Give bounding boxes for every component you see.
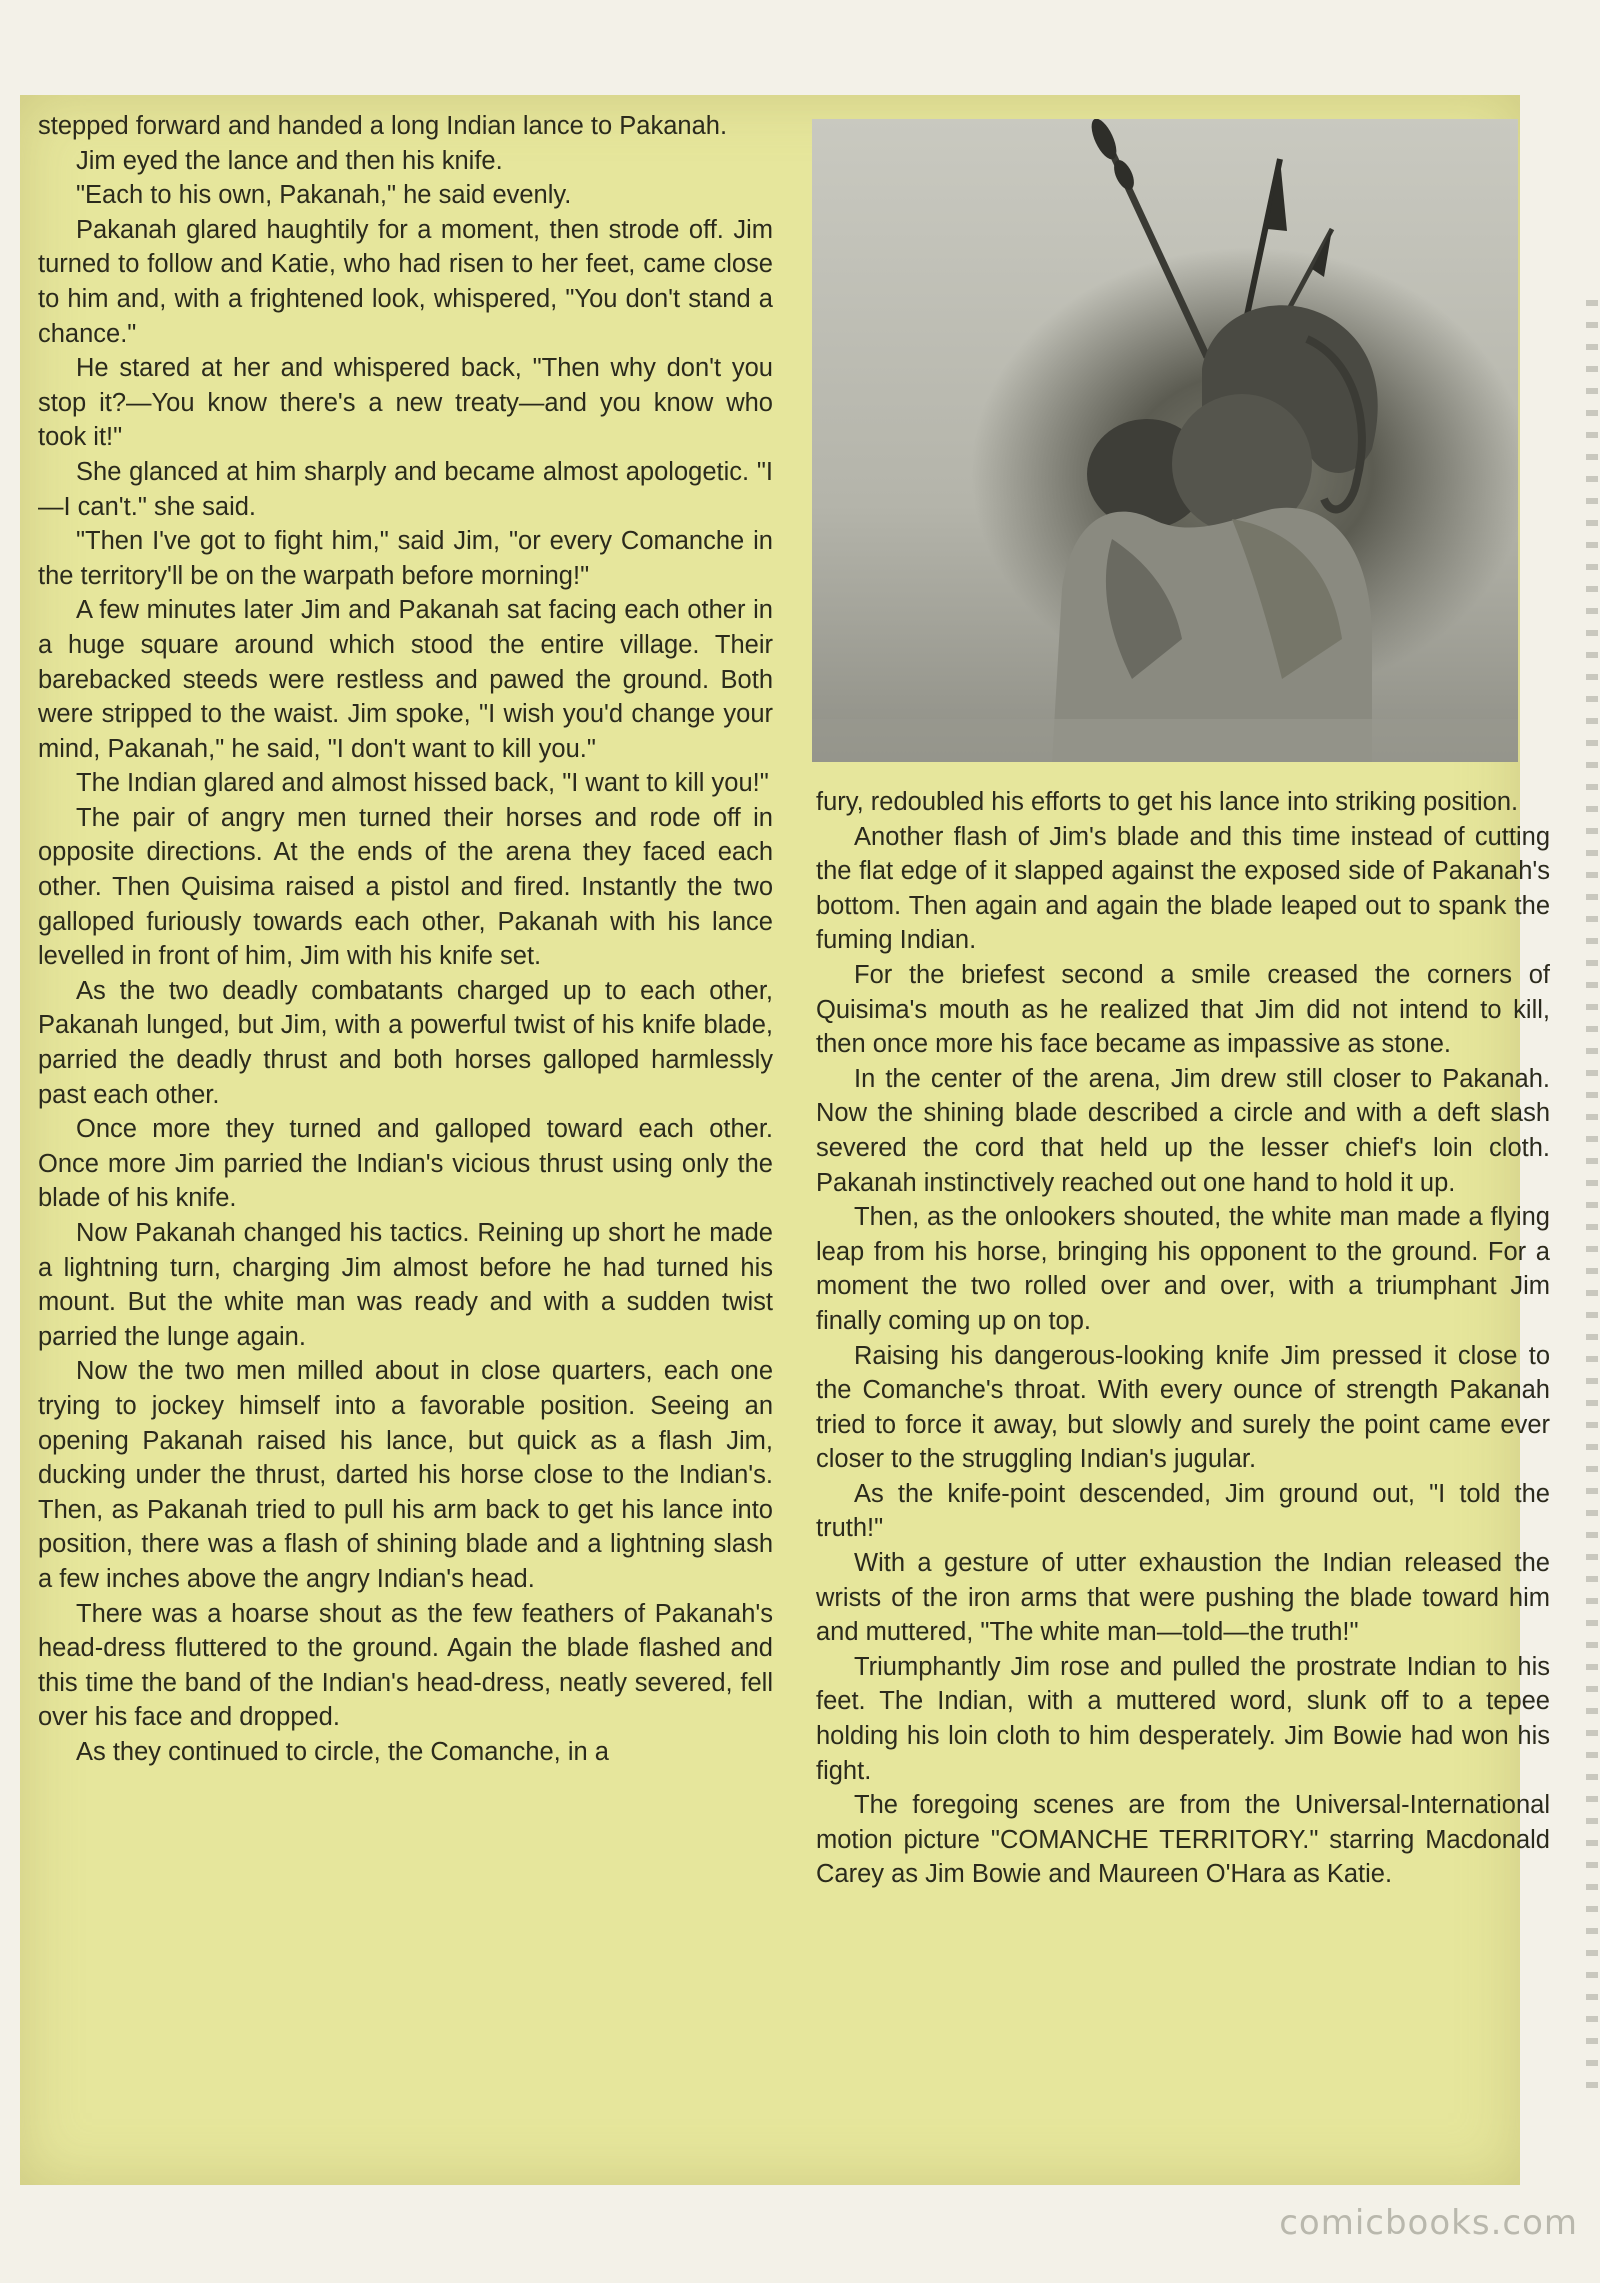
paragraph: There was a hoarse shout as the few feathers of Pakanah's head-dress fluttered to the ground. Again the blade flashed and this time the band of the Indian's head-dress, neatly severed, fell over his face and dropped.	[38, 1599, 773, 1732]
paragraph: Raising his dangerous-looking knife Jim pressed it close to the Comanche's throat. With every ounce of strength Pakanah tried to force it away, but slowly and surely the point came ever closer to the struggling Indian's jugular.	[816, 1341, 1550, 1474]
paragraph: Triumphantly Jim rose and pulled the prostrate Indian to his feet. The Indian, with a muttered word, slunk off to a tepee holding his loin cloth to him desperately. Jim Bowie had won his fight.	[816, 1652, 1550, 1785]
page-edge-marks	[1586, 300, 1598, 2100]
paragraph: "Then I've got to fight him," said Jim, "or every Comanche in the territory'll be on the warpath before morning!"	[38, 527, 773, 590]
paragraph: As they continued to circle, the Comanche, in a	[76, 1737, 609, 1766]
paragraph: Jim eyed the lance and then his knife.	[76, 146, 503, 175]
photo-still	[812, 119, 1518, 762]
paragraph: The foregoing scenes are from the Universal-International motion picture "COMANCHE TERRITORY." starring Macdonald Carey as Jim Bowie and Maureen O'Hara as Katie.	[816, 1791, 1550, 1889]
paragraph: Pakanah glared haughtily for a moment, then strode off. Jim turned to follow and Katie, who had risen to her feet, came close to him and, with a frightened look, whispered, "You don't stand a chance."	[38, 215, 773, 348]
paragraph: stepped forward and handed a long Indian lance to Pakanah.	[38, 112, 728, 140]
paragraph: Now the two men milled about in close quarters, each one trying to jockey himself into a favorable position. Seeing an opening Pakanah raised his lance, but quick as a flash Jim, ducking under the thrust, darted his horse close to the Indian's. Then, as Pakanah tried to pull his arm back to get his lance into position, there was a flash of shining blade and a lightning slash a few inches above the angry Indian's head.	[38, 1357, 773, 1593]
paragraph: "Each to his own, Pakanah," he said evenly.	[76, 181, 572, 210]
right-text-column	[816, 785, 1550, 1892]
paragraph: A few minutes later Jim and Pakanah sat facing each other in a huge square around which stood the entire village. Their barebacked steeds were restless and pawed the ground. Both were stripped to the waist. Jim spoke, "I wish you'd change your mind, Pakanah," he said, "I don't want to kill you."	[38, 596, 773, 763]
paragraph: fury, redoubled his efforts to get his lance into striking position.	[816, 788, 1519, 816]
paragraph: Another flash of Jim's blade and this time instead of cutting the flat edge of it slapped against the exposed side of Pakanah's bottom. Then again and again the blade leaped out to spank the fuming Indian.	[816, 822, 1550, 955]
paragraph: As the two deadly combatants charged up to each other, Pakanah lunged, but Jim, with a powerful twist of his knife blade, parried the deadly thrust and both horses galloped harmlessly past each other.	[38, 976, 773, 1109]
paragraph: Once more they turned and galloped toward each other. Once more Jim parried the Indian's vicious thrust using only the blade of his knife.	[38, 1115, 773, 1213]
magazine-page	[20, 95, 1550, 2185]
watermark-text: comicbooks.com	[1279, 2203, 1578, 2243]
paragraph: He stared at her and whispered back, "Then why don't you stop it?—You know there's a new treaty—and you know who took it!"	[38, 354, 773, 452]
photo-still-indian-headdress-icon	[812, 119, 1518, 762]
paragraph: With a gesture of utter exhaustion the Indian released the wrists of the iron arms that were pushing the blade toward him and muttered, "The white man—told—the truth!"	[816, 1549, 1550, 1647]
paragraph: The pair of angry men turned their horses and rode off in opposite directions. At the ends of the arena they faced each other. Then Quisima raised a pistol and fired. Instantly the two galloped furiously towards each other, Pakanah with his lance levelled in front of him, Jim with his knife set.	[38, 803, 773, 971]
paragraph: In the center of the arena, Jim drew still closer to Pakanah. Now the shining blade described a circle and with a deft slash severed the cord that held up the lesser chief's loin cloth. Pakanah instinctively reached out one hand to hold it up.	[816, 1064, 1550, 1197]
paragraph: For the briefest second a smile creased the corners of Quisima's mouth as he realized that Jim did not intend to kill, then once more his face became as impassive as stone.	[816, 960, 1550, 1059]
paragraph: As the knife-point descended, Jim ground out, "I told the truth!"	[816, 1479, 1550, 1543]
paragraph: Then, as the onlookers shouted, the white man made a flying leap from his horse, bringing his opponent to the ground. For a moment the two rolled over and over, with a triumphant Jim finally coming up on top.	[816, 1203, 1550, 1335]
paragraph: She glanced at him sharply and became almost apologetic. "I—I can't." she said.	[38, 457, 773, 521]
left-text-column	[38, 109, 773, 1770]
paragraph: Now Pakanah changed his tactics. Reining up short he made a lightning turn, charging Jim almost before he had turned his mount. But the white man was ready and with a sudden twist parried the lunge again.	[38, 1219, 773, 1351]
paragraph: The Indian glared and almost hissed back, "I want to kill you!"	[76, 769, 769, 798]
